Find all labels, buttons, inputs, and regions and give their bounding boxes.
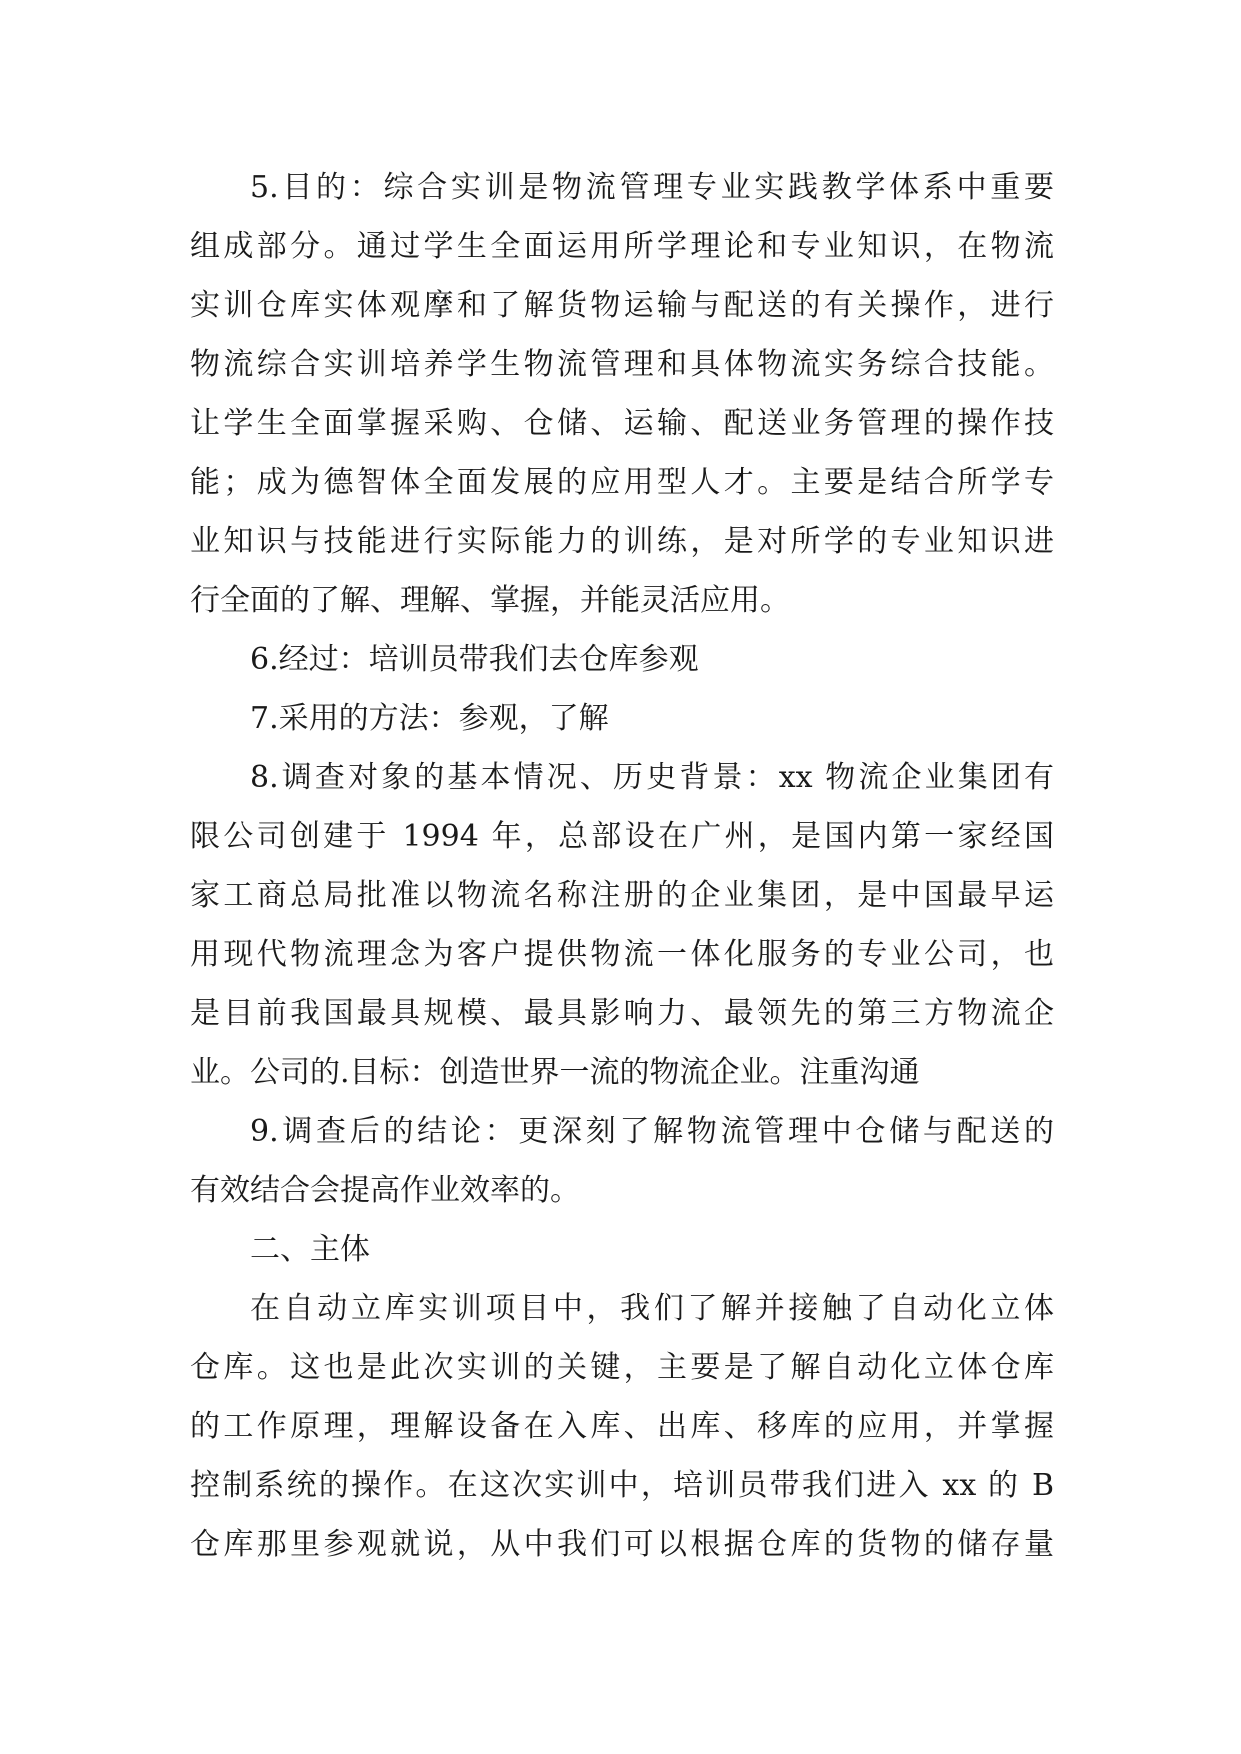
document-body: [190, 158, 1054, 1574]
paragraph-line: 实训仓库实体观摩和了解货物运输与配送的有关操作，进行: [190, 288, 1054, 323]
paragraph-line: 能；成为德智体全面发展的应用型人才。主要是结合所学专: [190, 465, 1054, 500]
paragraph-line: 仓库那里参观就说，从中我们可以根据仓库的货物的储存量: [190, 1527, 1054, 1562]
paragraph-line: 5.目的：综合实训是物流管理专业实践教学体系中重要: [250, 170, 1054, 205]
paragraph-line: 仓库。这也是此次实训的关键，主要是了解自动化立体仓库: [190, 1350, 1054, 1385]
paragraph-line: 行全面的了解、理解、掌握，并能灵活应用。: [190, 583, 790, 618]
paragraph-line: 物流综合实训培养学生物流管理和具体物流实务综合技能。: [190, 347, 1054, 382]
paragraph-line: 限公司创建于 1994 年，总部设在广州，是国内第一家经国: [190, 819, 1054, 854]
paragraph-line: 9.调查后的结论：更深刻了解物流管理中仓储与配送的: [250, 1114, 1054, 1149]
paragraph-line: 8.调查对象的基本情况、历史背景：xx 物流企业集团有: [250, 760, 1054, 795]
paragraph-line: 控制系统的操作。在这次实训中，培训员带我们进入 xx 的 B: [190, 1468, 1054, 1503]
paragraph-line: 6.经过：培训员带我们去仓库参观: [250, 642, 699, 677]
section-heading: 二、主体: [250, 1232, 370, 1267]
paragraph-line: 用现代物流理念为客户提供物流一体化服务的专业公司，也: [190, 937, 1054, 972]
paragraph-line: 业。公司的.目标：创造世界一流的物流企业。注重沟通: [190, 1055, 920, 1090]
paragraph-line: 家工商总局批准以物流名称注册的企业集团，是中国最早运: [190, 878, 1054, 913]
paragraph-line: 让学生全面掌握采购、仓储、运输、配送业务管理的操作技: [190, 406, 1054, 441]
paragraph-line: 组成部分。通过学生全面运用所学理论和专业知识，在物流: [190, 229, 1054, 264]
paragraph-line: 的工作原理，理解设备在入库、出库、移库的应用，并掌握: [190, 1409, 1054, 1444]
paragraph-line: 有效结合会提高作业效率的。: [190, 1173, 580, 1208]
paragraph-line: 7.采用的方法：参观，了解: [250, 701, 609, 736]
paragraph-line: 是目前我国最具规模、最具影响力、最领先的第三方物流企: [190, 996, 1054, 1031]
paragraph-line: 在自动立库实训项目中，我们了解并接触了自动化立体: [250, 1291, 1054, 1326]
paragraph-line: 业知识与技能进行实际能力的训练，是对所学的专业知识进: [190, 524, 1054, 559]
